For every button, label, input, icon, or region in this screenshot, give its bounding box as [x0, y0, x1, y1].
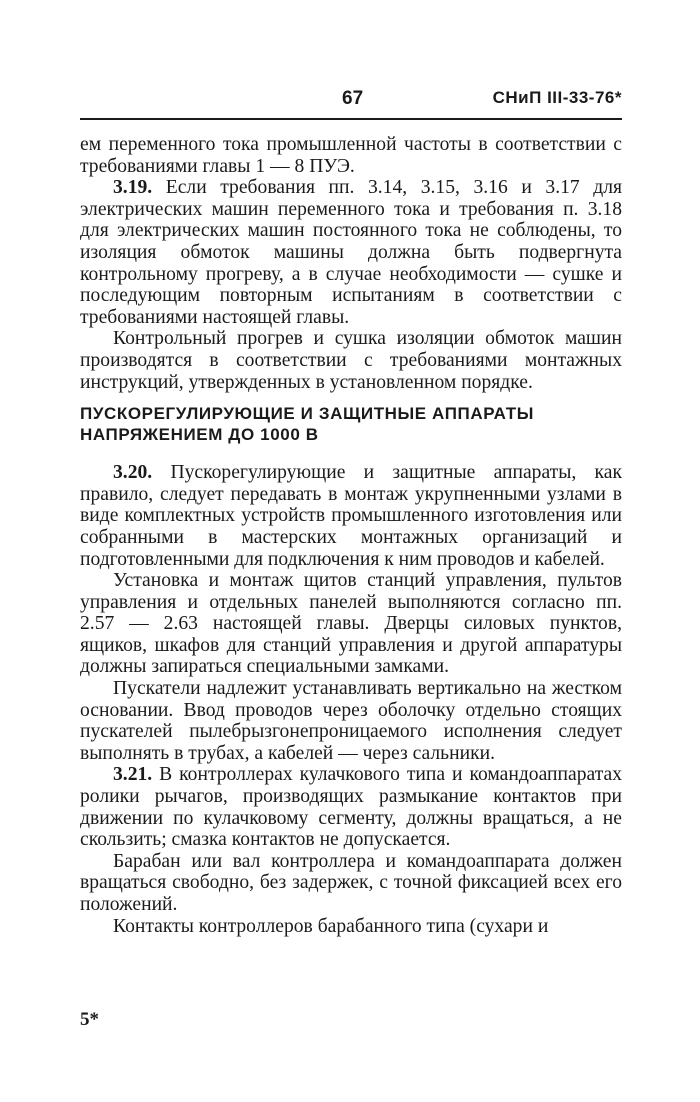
paragraph-text: ем переменного тока промышленной частоты в соответствии с требованиями главы 1 — 8 ПУЭ.	[80, 134, 622, 177]
paragraph-text: Пускорегулирующие и защитные аппараты, как правило, следует передавать в монтаж укрупненными узлами в виде комплектных устройств промышленного изготовления или собранными в мастерских монтажных организаций и подготовленными для подключения к ним проводов и кабелей.	[80, 462, 622, 570]
page-number: 67	[342, 88, 364, 109]
paragraph-continuation	[80, 134, 622, 177]
signature-mark: 5*	[80, 1009, 99, 1030]
paragraph-text: Пускатели надлежит устанавливать вертикально на жестком основании. Ввод проводов через оболочку отдельно стоящих пускателей пылебрызгонепроницаемого исполнения следует выполнять в трубах, а кабелей — через сальники.	[80, 678, 622, 764]
section-heading: ПУСКОРЕГУЛИРУЮЩИЕ И ЗАЩИТНЫЕ АППАРАТЫ НАПРЯЖЕНИЕМ ДО 1000 В	[80, 404, 534, 445]
paragraph-number: 3.20.	[113, 462, 153, 484]
paragraph-number: 3.21.	[113, 764, 153, 786]
paragraph-text: Если требования пп. 3.14, 3.15, 3.16 и 3.17 для электрических машин переменного тока и требования п. 3.18 для электрических машин постоянного тока не соблюдены, то изоляция обмоток машины должна быть подвергнута контрольному прогреву, а в случае необходимости — сушке и последующим повторным испытаниям в соответствии с требованиями настоящей главы.	[80, 177, 623, 328]
paragraph-3-20	[80, 462, 622, 570]
paragraph-text: В контроллерах кулачкового типа и командоаппаратах ролики рычагов, производящих размыкание контактов при движении по кулачковому сегменту, должны вращаться, а не скользить; смазка контактов не допускается.	[80, 764, 622, 851]
paragraph	[80, 678, 622, 764]
document-code: СНиП III-33-76*	[492, 88, 622, 107]
paragraph-text: Барабан или вал контроллера и командоаппарата должен вращаться свободно, без задержек, с точной фиксацией всех его положений.	[80, 850, 622, 915]
paragraph-text: Установка и монтаж щитов станций управления, пультов управления и отдельных панелей выполняются согласно пп. 2.57 — 2.63 настоящей главы. Дверцы силовых пунктов, ящиков, шкафов для станций управления и другой аппаратуры должны запираться специальными замками.	[80, 570, 622, 678]
paragraph-text: Контрольный прогрев и сушка изоляции обмоток машин производятся в соответствии с требованиями монтажных инструкций, утвержденных в установленном порядке.	[80, 328, 622, 393]
paragraph-3-21	[80, 764, 622, 850]
paragraph	[80, 851, 622, 916]
page-header	[80, 88, 622, 114]
paragraph-number: 3.19.	[113, 177, 153, 199]
paragraph	[80, 328, 622, 393]
header-rule	[80, 118, 622, 120]
paragraph	[80, 570, 622, 678]
page-body	[80, 134, 622, 937]
paragraph-text: Контакты контроллеров барабанного типа (сухари и	[113, 915, 549, 937]
paragraph	[80, 916, 622, 938]
paragraph-3-19	[80, 177, 622, 328]
